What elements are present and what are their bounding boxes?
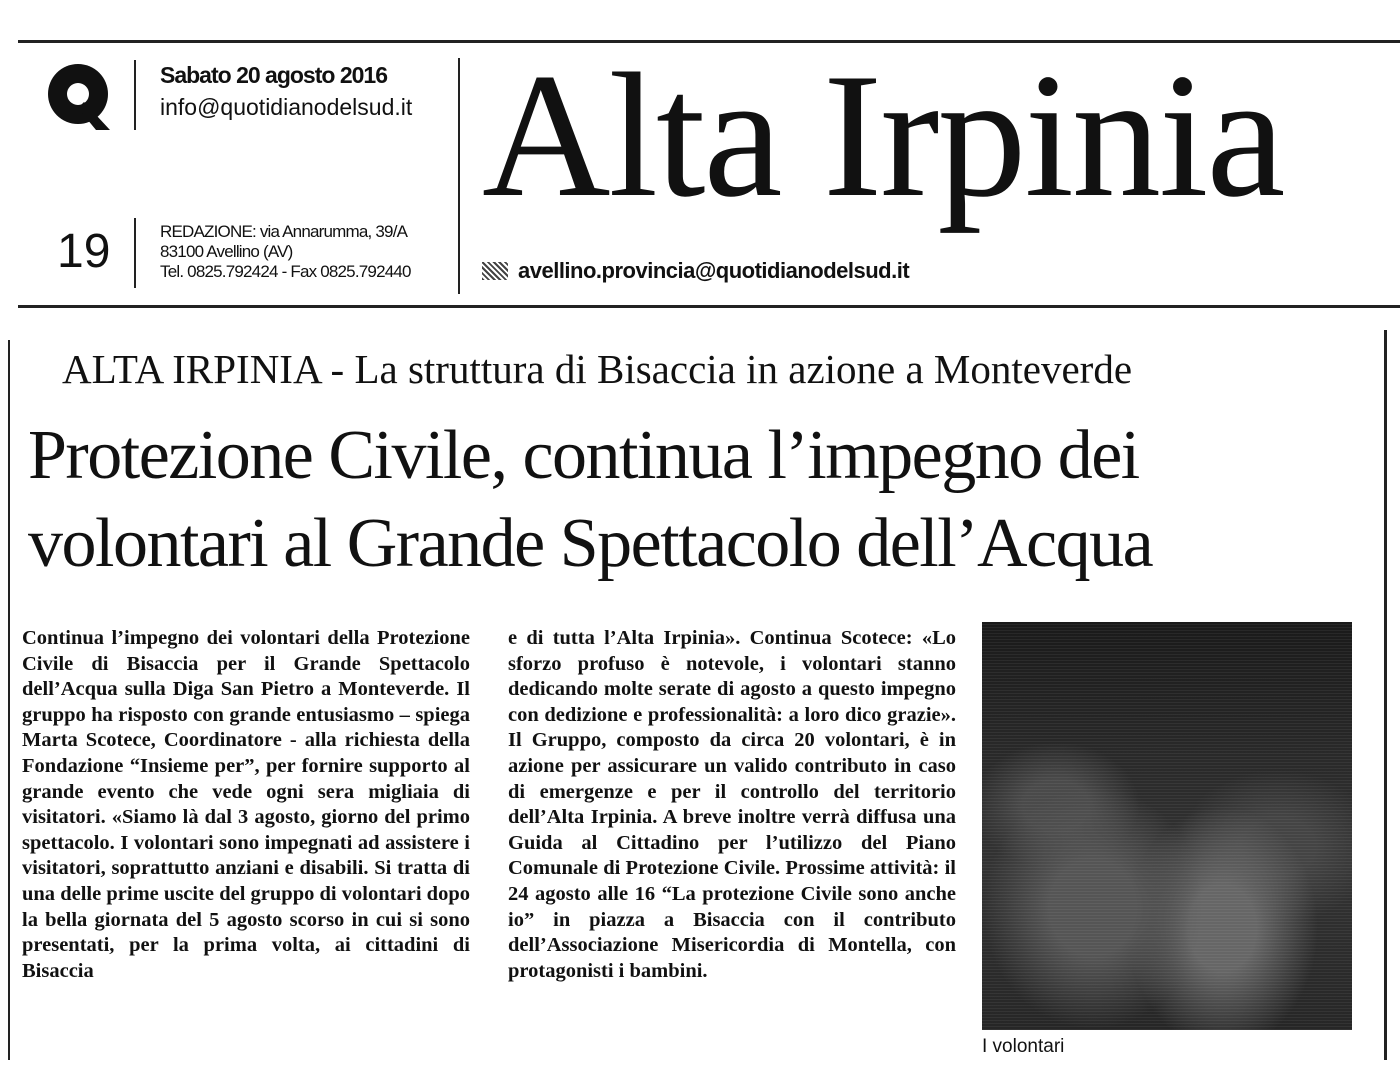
- section-title: Alta Irpinia: [482, 36, 1284, 234]
- volunteers-photo: [982, 622, 1352, 1030]
- article-frame-left: [8, 340, 10, 1060]
- section-email: avellino.provincia@quotidianodelsud.it: [518, 258, 910, 283]
- contact-email: info@quotidianodelsud.it: [160, 94, 413, 120]
- masthead-bottom-rule: [18, 305, 1400, 308]
- editorial-address: [160, 222, 411, 282]
- photo-caption: I volontari: [982, 1036, 1065, 1057]
- article-column-2: e di tutta l’Alta Irpinia». Continua Scotece: «Lo sforzo profuso è notevole, i volontari stanno dedicando molte serate di agosto a questo impegno con dedizione e professionalità: a loro dico grazie». Il Gruppo, composto da circa 20 volontari, è in azione per assicurare un valido contributo in caso di emergenze e per il controllo del territorio dell’Alta Irpinia. A breve inoltre verrà diffusa una Guida al Cittadino per l’utilizzo del Piano Comunale di Protezione Civile. Prossime attività: il 24 agosto alle 16 “La protezione Civile sono anche io” in piazza a Bisaccia con il contributo dell’Associazione Misericordia di Montella, con protagonisti i bambini.: [508, 627, 956, 982]
- redazione-line: 83100 Avellino (AV): [160, 242, 293, 261]
- section-email-block: [482, 258, 909, 284]
- mail-icon: [482, 262, 508, 280]
- article-column-1: Continua l’impegno dei volontari della Protezione Civile di Bisaccia per il Grande Spettacolo dell’Acqua sulla Diga San Pietro a Monteverde. Il gruppo ha risposto con grande entusiasmo – spiega Marta Scotece, Coordinatore - alla richiesta della Fondazione “Insieme per”, per fornire supporto al grande evento che vede ogni sera migliaia di visitatori. «Siamo là dal 3 agosto, giorno del primo spettacolo. I volontari sono impegnati ad assistere i visitatori, soprattutto anziani e disabili. Si tratta di una delle prime uscite del gruppo di volontari dopo la bella giornata del 5 agosto scorso in cui si sono presentati, per la prima volta, ai cittadini di Bisaccia: [22, 627, 470, 982]
- page-number: 19: [57, 225, 111, 278]
- masthead-divider-right: [458, 58, 460, 294]
- headline-line: Protezione Civile, continua l’impegno dei: [28, 417, 1139, 494]
- article-headline: [28, 412, 1368, 588]
- masthead-divider-left-top: [134, 60, 136, 130]
- masthead-divider-left-bottom: [134, 218, 136, 288]
- redazione-line: REDAZIONE: via Annarumma, 39/A: [160, 222, 408, 241]
- article-kicker: ALTA IRPINIA - La struttura di Bisaccia in azione a Monteverde: [62, 346, 1133, 392]
- issue-date: Sabato 20 agosto 2016: [160, 62, 387, 88]
- redazione-line: Tel. 0825.792424 - Fax 0825.792440: [160, 262, 411, 281]
- article-frame-right: [1384, 330, 1387, 1060]
- headline-line: volontari al Grande Spettacolo dell’Acqua: [28, 505, 1153, 582]
- quotidiano-logo-icon: [44, 60, 116, 132]
